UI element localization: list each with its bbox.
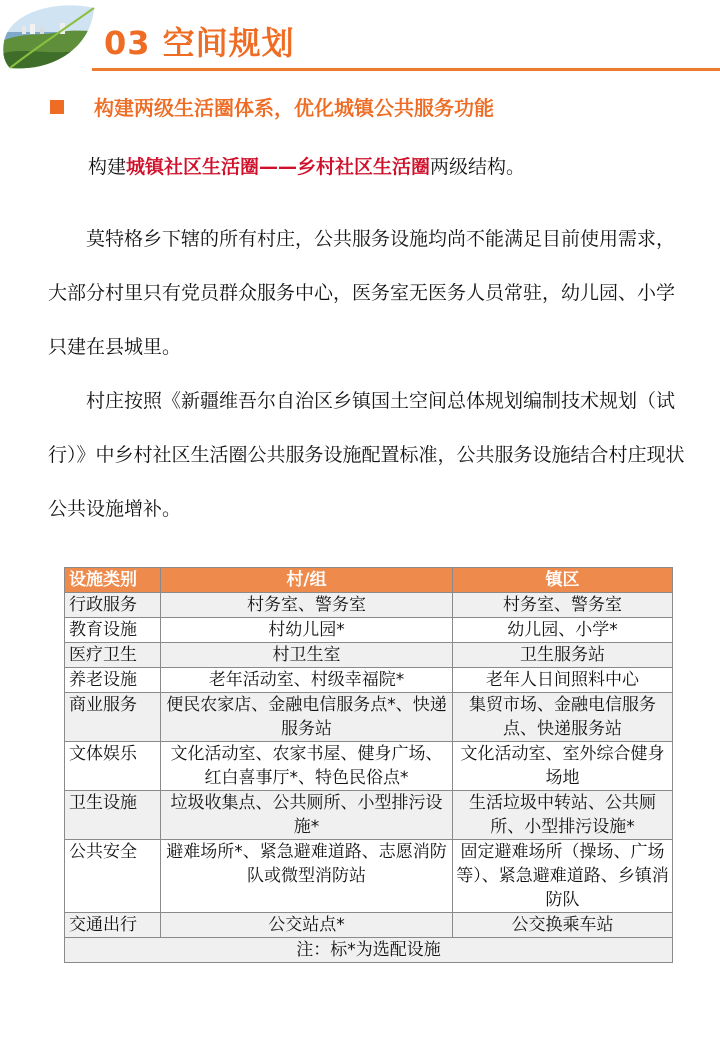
square-bullet-icon xyxy=(50,100,64,114)
table-note-row xyxy=(65,938,673,963)
table-note: 注：标*为选配设施 xyxy=(65,938,673,963)
table-cell: 便民农家店、金融电信服务点*、快递服务站 xyxy=(161,693,453,742)
table-row xyxy=(65,693,673,742)
table-cell: 村幼儿园* xyxy=(161,618,453,643)
table-cell: 交通出行 xyxy=(65,913,161,938)
table-cell: 卫生服务站 xyxy=(453,643,673,668)
table-cell: 文化活动室、农家书屋、健身广场、红白喜事厅*、特色民俗点* xyxy=(161,742,453,791)
table-cell: 公交站点* xyxy=(161,913,453,938)
table-cell: 行政服务 xyxy=(65,593,161,618)
intro-prefix: 构建 xyxy=(88,156,127,178)
table-row xyxy=(65,791,673,840)
table-cell: 避难场所*、紧急避难道路、志愿消防队或微型消防站 xyxy=(161,840,453,913)
table-cell: 公交换乘车站 xyxy=(453,913,673,938)
facilities-table xyxy=(64,567,672,963)
body-paragraph: 莫特格乡下辖的所有村庄，公共服务设施均尚不能满足目前使用需求，大部分村里只有党员群众服务中心，医务室无医务人员常驻，幼儿园、小学只建在县城里。 xyxy=(48,228,676,358)
table-cell: 村务室、警务室 xyxy=(161,593,453,618)
page-header xyxy=(0,0,720,78)
table-cell: 固定避难场所（操场、广场等）、紧急避难道路、乡镇消防队 xyxy=(453,840,673,913)
table-cell: 垃圾收集点、公共厕所、小型排污设施* xyxy=(161,791,453,840)
table-cell: 商业服务 xyxy=(65,693,161,742)
table-cell: 村务室、警务室 xyxy=(453,593,673,618)
body-paragraph: 村庄按照《新疆维吾尔自治区乡镇国土空间总体规划编制技术规划（试行）》中乡村社区生活圈公共服务设施配置标准，公共服务设施结合村庄现状公共设施增补。 xyxy=(48,390,685,520)
table-row xyxy=(65,643,673,668)
table-row xyxy=(65,840,673,913)
header-divider xyxy=(92,68,720,71)
table-cell: 医疗卫生 xyxy=(65,643,161,668)
table-cell: 老年人日间照料中心 xyxy=(453,668,673,693)
section-heading-text: 构建两级生活圈体系，优化城镇公共服务功能 xyxy=(94,96,494,120)
page-title: 03 空间规划 xyxy=(104,24,295,62)
table-row xyxy=(65,913,673,938)
table-row xyxy=(65,668,673,693)
table-cell: 养老设施 xyxy=(65,668,161,693)
intro-suffix: 两级结构。 xyxy=(430,156,526,178)
table-cell: 卫生设施 xyxy=(65,791,161,840)
landscape-photo-icon xyxy=(0,2,98,74)
table-cell: 村卫生室 xyxy=(161,643,453,668)
table-header-row xyxy=(65,568,673,593)
table-row xyxy=(65,742,673,791)
column-header: 设施类别 xyxy=(65,568,161,593)
table-cell: 生活垃圾中转站、公共厕所、小型排污设施* xyxy=(453,791,673,840)
table-cell: 集贸市场、金融电信服务点、快递服务站 xyxy=(453,693,673,742)
table-cell: 文体娱乐 xyxy=(65,742,161,791)
column-header: 村/组 xyxy=(161,568,453,593)
intro-paragraph xyxy=(48,152,688,179)
section-heading xyxy=(50,92,494,121)
column-header: 镇区 xyxy=(453,568,673,593)
table-row xyxy=(65,618,673,643)
table-cell: 文化活动室、室外综合健身场地 xyxy=(453,742,673,791)
table-row xyxy=(65,593,673,618)
table-cell: 公共安全 xyxy=(65,840,161,913)
table-cell: 幼儿园、小学* xyxy=(453,618,673,643)
table-cell: 教育设施 xyxy=(65,618,161,643)
intro-highlight: 城镇社区生活圈——乡村社区生活圈 xyxy=(126,156,431,178)
table-cell: 老年活动室、村级幸福院* xyxy=(161,668,453,693)
